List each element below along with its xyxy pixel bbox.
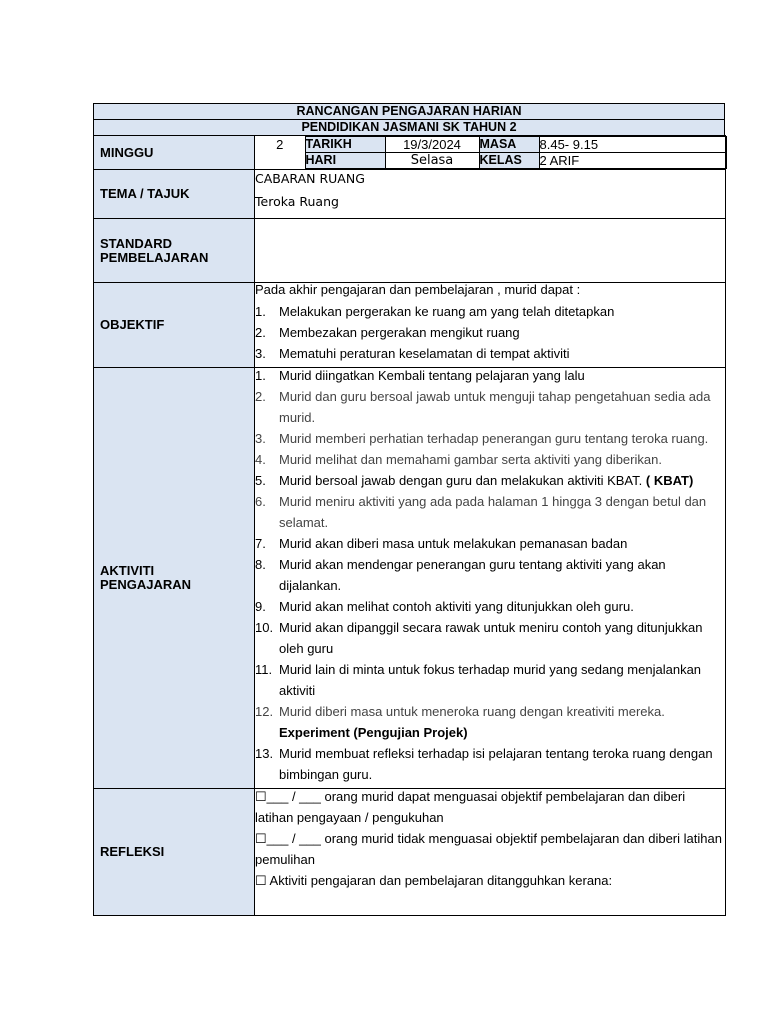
- lesson-plan-table: [93, 135, 726, 916]
- list-item: 3. Mematuhi peraturan keselamatan di tempat aktiviti: [255, 346, 570, 361]
- list-item: 2. Murid dan guru bersoal jawab untuk menguji tahap pengetahuan sedia ada murid.: [255, 389, 711, 425]
- objektif-label: OBJEKTIF: [94, 283, 255, 368]
- hari-label: HARI: [305, 153, 385, 169]
- minggu-value: 2: [255, 137, 305, 169]
- plan-subtitle: PENDIDIKAN JASMANI SK TAHUN 2: [93, 119, 725, 135]
- list-item: 8. Murid akan mendengar penerangan guru tentang aktiviti yang akan dijalankan.: [255, 557, 666, 593]
- list-item: 10. Murid akan dipanggil secara rawak untuk meniru contoh yang ditunjukkan oleh guru: [255, 620, 703, 656]
- list-item: 1. Murid diingatkan Kembali tentang pelajaran yang lalu: [255, 368, 585, 383]
- list-item: 11. Murid lain di minta untuk fokus terhadap murid yang sedang menjalankan aktiviti: [255, 662, 702, 698]
- aktiviti-label-line2: PENGAJARAN: [100, 577, 192, 592]
- tarikh-label: TARIKH: [305, 137, 385, 153]
- list-item: 3. Murid memberi perhatian terhadap penerangan guru tentang teroka ruang.: [255, 431, 709, 446]
- experiment-subheading: Experiment (Pengujian Projek): [279, 725, 468, 740]
- minggu-label: MINGGU: [94, 136, 255, 170]
- list-item: 6. Murid meniru aktiviti yang ada pada halaman 1 hingga 3 dengan betul dan selamat.: [255, 494, 707, 530]
- list-item: 5. Murid bersoal jawab dengan guru dan melakukan aktiviti KBAT. ( KBAT): [255, 473, 694, 488]
- list-item: 9. Murid akan melihat contoh aktiviti yang ditunjukkan oleh guru.: [255, 599, 634, 614]
- objektif-list: [255, 301, 725, 364]
- meta-grid: [255, 136, 727, 169]
- kelas-label: KELAS: [479, 153, 539, 169]
- standard-label-line2: PEMBELAJARAN: [100, 249, 209, 265]
- aktiviti-label-line1: AKTIVITI: [100, 563, 155, 578]
- aktiviti-label: [94, 368, 255, 789]
- masa-value: 8.45- 9.15: [539, 137, 726, 153]
- refleksi-line1: ☐___ / ___ orang murid dapat menguasai objektif pembelajaran dan diberi latihan pengayaan / pengukuhan: [255, 789, 686, 825]
- aktiviti-list: [255, 365, 725, 722]
- list-item: 7. Murid akan diberi masa untuk melakukan pemanasan badan: [255, 536, 628, 551]
- hari-value: Selasa: [385, 153, 479, 169]
- aktiviti-list-continued: [255, 743, 725, 785]
- refleksi-label: REFLEKSI: [94, 789, 255, 916]
- kelas-value: 2 ARIF: [539, 153, 726, 169]
- refleksi-line3: ☐ Aktiviti pengajaran dan pembelajaran ditangguhkan kerana:: [255, 873, 613, 888]
- tema-line1: CABARAN RUANG: [255, 171, 365, 186]
- masa-label: MASA: [479, 137, 539, 153]
- list-item: 1. Melakukan pergerakan ke ruang am yang telah ditetapkan: [255, 304, 615, 319]
- plan-title: RANCANGAN PENGAJARAN HARIAN: [93, 103, 725, 119]
- standard-label: [94, 219, 255, 283]
- refleksi-line2: ☐___ / ___ orang murid tidak menguasai objektif pembelajaran dan diberi latihan pemulihan: [255, 831, 722, 867]
- objektif-intro: Pada akhir pengajaran dan pembelajaran , murid dapat :: [255, 282, 581, 297]
- tema-line2: Teroka Ruang: [255, 194, 339, 209]
- list-item: 4. Murid melihat dan memahami gambar serta aktiviti yang diberikan.: [255, 452, 662, 467]
- list-item: 13. Murid membuat refleksi terhadap isi pelajaran tentang teroka ruang dengan bimbingan guru.: [255, 746, 713, 782]
- tarikh-value: 19/3/2024: [385, 137, 479, 153]
- standard-value: [255, 219, 726, 283]
- list-item: 12. Murid diberi masa untuk meneroka ruang dengan kreativiti mereka.: [255, 704, 665, 719]
- list-item: 2. Membezakan pergerakan mengikut ruang: [255, 325, 520, 340]
- standard-label-line1: STANDARD: [100, 235, 172, 251]
- tema-label: TEMA / TAJUK: [94, 170, 255, 219]
- lesson-plan-sheet: [93, 103, 725, 916]
